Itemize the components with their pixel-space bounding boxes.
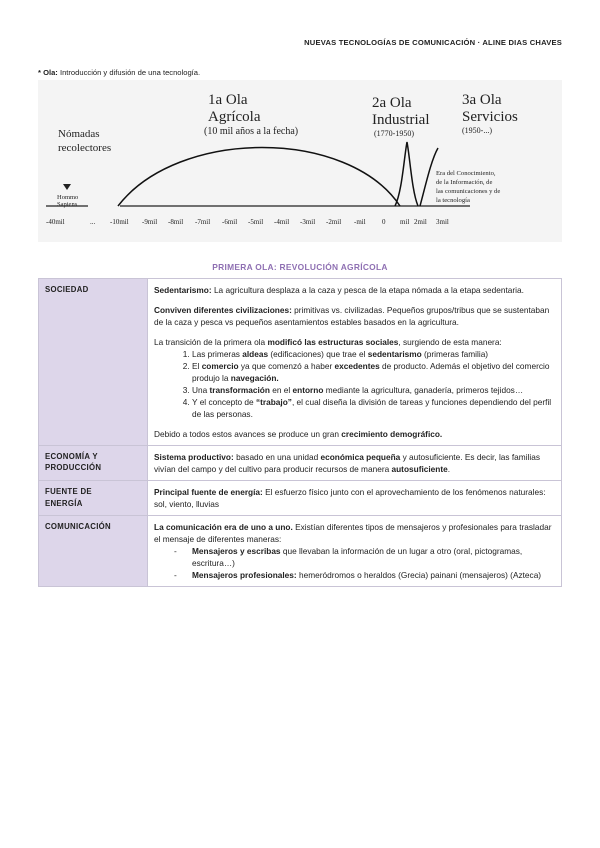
- intro-text: Introducción y difusión de una tecnología.: [57, 68, 201, 77]
- axis-tick-label: -5mil: [248, 218, 264, 226]
- label-era-1: Era del Conocimiento,: [436, 170, 496, 177]
- row-content-fuente: [148, 481, 562, 516]
- label-era-3: las comunicaciones y de: [436, 188, 501, 195]
- axis-tick-label: -9mil: [142, 218, 158, 226]
- axis-ticks: [46, 218, 449, 226]
- label-nomadas-2: recolectores: [58, 142, 112, 154]
- sociedad-p1-text: La agricultura desplaza a la caza y pesca de la etapa nómada a la etapa sedentaria.: [211, 285, 524, 295]
- label-nomadas-1: Nómadas: [58, 128, 100, 140]
- label-homo-1: Hommo: [57, 194, 79, 201]
- label-ola1-3: (10 mil años a la fecha): [204, 126, 299, 137]
- document-header: NUEVAS TECNOLOGÍAS DE COMUNICACIÓN · ALINE DIAS CHAVES: [304, 38, 562, 47]
- sociedad-p2: [154, 304, 555, 328]
- row-comunicacion: [39, 516, 562, 587]
- axis-tick-label: -2mil: [326, 218, 342, 226]
- sociedad-p2-text: primitivas vs. civilizadas. Pequeños grupos/tribus que se sustentaban de la caza y pesca vs pequeños asentamientos estables basados en la agricultura.: [154, 305, 550, 328]
- row-content-sociedad: [148, 279, 562, 446]
- label-homo-2: Sapiens: [57, 201, 78, 208]
- axis-tick-label: mil: [400, 218, 410, 226]
- sociedad-list-item: 2. El comercio ya que comenzó a haber excedentes de producto. Además el objetivo del comercio produjo la navegación.: [192, 360, 555, 384]
- homo-arrow: [63, 184, 71, 190]
- label-ola2-3: (1770-1950): [374, 129, 414, 138]
- intro-definition: [38, 68, 200, 77]
- wave-industrial: [395, 142, 418, 206]
- comunicacion-p1: La comunicación era de uno a uno. Existían diferentes tipos de mensajeros y profesionales para trasladar el mensaje de diferentes maneras:: [154, 522, 552, 545]
- axis-tick-label: -7mil: [195, 218, 211, 226]
- row-label-economia: ECONOMÍA Y PRODUCCIÓN: [39, 446, 148, 481]
- label-era-2: de la Información, de: [436, 179, 493, 186]
- sociedad-p1-bold: Sedentarismo:: [154, 285, 212, 295]
- sociedad-p1: [154, 284, 555, 296]
- axis-tick-label: -3mil: [300, 218, 316, 226]
- sociedad-p4: [154, 428, 555, 440]
- fuente-p1: Principal fuente de energía: El esfuerzo físico junto con el aprovechamiento de los fenómenos naturales: sol, viento, lluvias: [154, 487, 546, 510]
- row-label-fuente: FUENTE DE ENERGÍA: [39, 481, 148, 516]
- summary-table: [38, 278, 562, 587]
- axis-tick-label: 0: [382, 218, 386, 226]
- section-title: PRIMERA OLA: REVOLUCIÓN AGRÍCOLA: [212, 262, 388, 272]
- sociedad-list-item: 4. Y el concepto de “trabajo”, el cual diseña la división de tareas y funciones dependiendo del perfil de las personas.: [192, 396, 555, 420]
- intro-term: * Ola:: [38, 68, 58, 77]
- label-ola1-2: Agrícola: [208, 109, 261, 125]
- row-sociedad: [39, 279, 562, 446]
- label-era-4: la tecnología: [436, 197, 470, 204]
- row-content-economia: [148, 446, 562, 481]
- row-economia: [39, 446, 562, 481]
- wave-agricola: [118, 148, 400, 207]
- sociedad-p3-c: , surgiendo de esta manera:: [398, 337, 502, 348]
- sociedad-list-item: 3. Una transformación en el entorno mediante la agricultura, ganadería, primeros tejidos…: [192, 384, 555, 396]
- row-label-comunicacion: COMUNICACIÓN: [39, 516, 148, 587]
- comunicacion-list-item: - Mensajeros profesionales: hemeródromos o heraldos (Grecia) painani (mensajeros) (Azteca): [192, 569, 555, 581]
- label-ola3-1: 3a Ola: [462, 92, 502, 108]
- label-ola3-3: (1950-...): [462, 126, 492, 135]
- label-ola1-1: 1a Ola: [208, 92, 248, 108]
- sociedad-p3-b: modificó las estructuras sociales: [267, 337, 399, 348]
- axis-tick-label: -mil: [354, 218, 366, 226]
- axis-tick-label: ...: [90, 218, 96, 226]
- comunicacion-list: [154, 545, 555, 581]
- sociedad-p4-a: Debido a todos estos avances se produce un gran: [154, 429, 342, 440]
- axis-tick-label: -10mil: [110, 218, 129, 226]
- axis-tick-label: -4mil: [274, 218, 290, 226]
- label-ola2-1: 2a Ola: [372, 95, 412, 111]
- sociedad-list: [154, 348, 555, 420]
- sociedad-p2-bold: Conviven diferentes civilizaciones:: [154, 305, 292, 316]
- axis-tick-label: -40mil: [46, 218, 65, 226]
- label-ola3-2: Servicios: [462, 109, 518, 125]
- sociedad-p3: [154, 336, 555, 348]
- axis-tick-label: -6mil: [222, 218, 238, 226]
- sociedad-list-item: 1. Las primeras aldeas (edificaciones) que trae el sedentarismo (primeras familia): [192, 348, 555, 360]
- waves-diagram: [38, 80, 562, 242]
- axis-tick-label: -8mil: [168, 218, 184, 226]
- sociedad-p3-a: La transición de la primera ola: [154, 337, 268, 348]
- comunicacion-list-item: - Mensajeros y escribas que llevaban la información de un lugar a otro (oral, pictogramas, escritura…): [192, 545, 555, 569]
- waves-figure: [38, 80, 562, 242]
- row-label-sociedad: SOCIEDAD: [39, 279, 148, 446]
- economia-p1: Sistema productivo: basado en una unidad económica pequeña y autosuficiente. Es decir, las familias vivían del campo y del cultivo para producir recursos de manera autosuficiente.: [154, 452, 540, 475]
- row-content-comunicacion: [148, 516, 562, 587]
- sociedad-p4-b: crecimiento demográfico.: [341, 429, 443, 440]
- label-ola2-2: Industrial: [372, 112, 430, 128]
- axis-tick-label: 3mil: [436, 218, 449, 226]
- axis-tick-label: 2mil: [414, 218, 427, 226]
- row-fuente: [39, 481, 562, 516]
